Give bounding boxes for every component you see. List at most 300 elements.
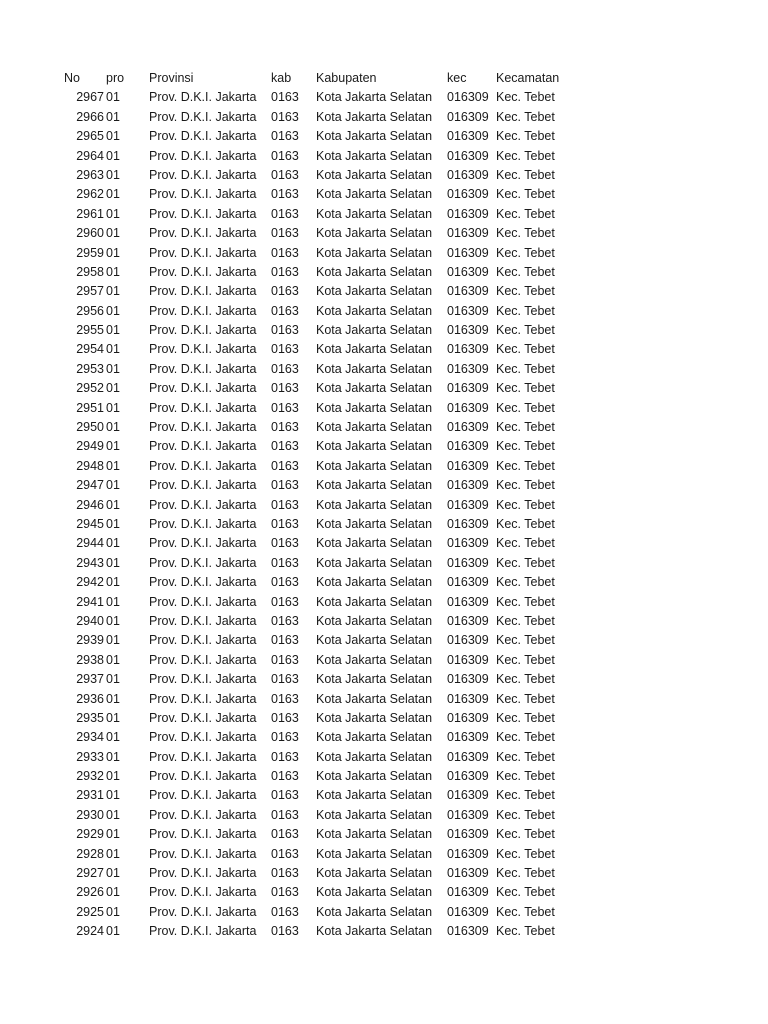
- cell-pro: 01: [106, 613, 120, 628]
- cell-no: 2942: [76, 575, 104, 590]
- cell-pro: 01: [106, 904, 120, 919]
- cell-provinsi: Prov. D.K.I. Jakarta: [149, 361, 257, 376]
- cell-pro: 01: [106, 885, 120, 900]
- cell-provinsi: Prov. D.K.I. Jakarta: [149, 167, 257, 182]
- table-row: [0, 612, 768, 631]
- cell-kab: 0163: [271, 458, 299, 473]
- cell-kab: 0163: [271, 788, 299, 803]
- cell-kec: 016309: [447, 672, 489, 687]
- cell-kabupaten: Kota Jakarta Selatan: [316, 284, 433, 299]
- cell-kab: 0163: [271, 439, 299, 454]
- cell-kecamatan: Kec. Tebet: [496, 303, 555, 318]
- cell-pro: 01: [106, 827, 120, 842]
- table-row: [0, 379, 768, 398]
- cell-pro: 01: [106, 652, 120, 667]
- cell-provinsi: Prov. D.K.I. Jakarta: [149, 827, 257, 842]
- cell-kecamatan: Kec. Tebet: [496, 400, 555, 415]
- cell-kec: 016309: [447, 420, 489, 435]
- cell-kec: 016309: [447, 109, 489, 124]
- cell-kab: 0163: [271, 264, 299, 279]
- cell-kec: 016309: [447, 516, 489, 531]
- cell-no: 2954: [76, 342, 104, 357]
- cell-kec: 016309: [447, 439, 489, 454]
- table-row: [0, 593, 768, 612]
- cell-kabupaten: Kota Jakarta Selatan: [316, 633, 433, 648]
- cell-pro: 01: [106, 206, 120, 221]
- cell-kabupaten: Kota Jakarta Selatan: [316, 420, 433, 435]
- cell-no: 2927: [76, 866, 104, 881]
- table-row: [0, 631, 768, 650]
- cell-kec: 016309: [447, 536, 489, 551]
- cell-kabupaten: Kota Jakarta Selatan: [316, 264, 433, 279]
- cell-no: 2958: [76, 264, 104, 279]
- cell-no: 2960: [76, 226, 104, 241]
- cell-kabupaten: Kota Jakarta Selatan: [316, 400, 433, 415]
- cell-kecamatan: Kec. Tebet: [496, 187, 555, 202]
- cell-kec: 016309: [447, 148, 489, 163]
- cell-kabupaten: Kota Jakarta Selatan: [316, 323, 433, 338]
- cell-kec: 016309: [447, 594, 489, 609]
- cell-no: 2952: [76, 381, 104, 396]
- cell-kabupaten: Kota Jakarta Selatan: [316, 749, 433, 764]
- cell-kecamatan: Kec. Tebet: [496, 866, 555, 881]
- cell-provinsi: Prov. D.K.I. Jakarta: [149, 807, 257, 822]
- cell-kab: 0163: [271, 167, 299, 182]
- cell-pro: 01: [106, 924, 120, 939]
- cell-kab: 0163: [271, 710, 299, 725]
- cell-kecamatan: Kec. Tebet: [496, 148, 555, 163]
- cell-kab: 0163: [271, 497, 299, 512]
- cell-pro: 01: [106, 264, 120, 279]
- cell-no: 2925: [76, 904, 104, 919]
- cell-kabupaten: Kota Jakarta Selatan: [316, 924, 433, 939]
- table-row: [0, 263, 768, 282]
- cell-kec: 016309: [447, 749, 489, 764]
- table-row: [0, 340, 768, 359]
- cell-no: 2961: [76, 206, 104, 221]
- cell-kabupaten: Kota Jakarta Selatan: [316, 652, 433, 667]
- cell-no: 2944: [76, 536, 104, 551]
- cell-pro: 01: [106, 361, 120, 376]
- cell-kec: 016309: [447, 555, 489, 570]
- cell-kabupaten: Kota Jakarta Selatan: [316, 478, 433, 493]
- cell-pro: 01: [106, 807, 120, 822]
- cell-no: 2943: [76, 555, 104, 570]
- cell-provinsi: Prov. D.K.I. Jakarta: [149, 904, 257, 919]
- table-row: [0, 244, 768, 263]
- cell-kecamatan: Kec. Tebet: [496, 90, 555, 105]
- cell-no: 2950: [76, 420, 104, 435]
- cell-kec: 016309: [447, 904, 489, 919]
- cell-provinsi: Prov. D.K.I. Jakarta: [149, 672, 257, 687]
- cell-pro: 01: [106, 730, 120, 745]
- cell-provinsi: Prov. D.K.I. Jakarta: [149, 148, 257, 163]
- cell-kec: 016309: [447, 730, 489, 745]
- cell-pro: 01: [106, 439, 120, 454]
- cell-kab: 0163: [271, 245, 299, 260]
- cell-pro: 01: [106, 536, 120, 551]
- cell-kecamatan: Kec. Tebet: [496, 264, 555, 279]
- table-row: [0, 690, 768, 709]
- cell-provinsi: Prov. D.K.I. Jakarta: [149, 691, 257, 706]
- cell-kec: 016309: [447, 381, 489, 396]
- cell-provinsi: Prov. D.K.I. Jakarta: [149, 109, 257, 124]
- cell-no: 2949: [76, 439, 104, 454]
- cell-pro: 01: [106, 575, 120, 590]
- cell-kab: 0163: [271, 924, 299, 939]
- table-row: [0, 845, 768, 864]
- cell-pro: 01: [106, 284, 120, 299]
- cell-kabupaten: Kota Jakarta Selatan: [316, 672, 433, 687]
- cell-provinsi: Prov. D.K.I. Jakarta: [149, 652, 257, 667]
- table-row: [0, 437, 768, 456]
- cell-pro: 01: [106, 323, 120, 338]
- table-row: [0, 302, 768, 321]
- cell-kab: 0163: [271, 904, 299, 919]
- cell-kecamatan: Kec. Tebet: [496, 167, 555, 182]
- cell-pro: 01: [106, 633, 120, 648]
- cell-kec: 016309: [447, 924, 489, 939]
- cell-kab: 0163: [271, 633, 299, 648]
- cell-pro: 01: [106, 555, 120, 570]
- cell-pro: 01: [106, 342, 120, 357]
- cell-provinsi: Prov. D.K.I. Jakarta: [149, 846, 257, 861]
- cell-provinsi: Prov. D.K.I. Jakarta: [149, 206, 257, 221]
- cell-kab: 0163: [271, 187, 299, 202]
- cell-kab: 0163: [271, 109, 299, 124]
- cell-kecamatan: Kec. Tebet: [496, 788, 555, 803]
- cell-kec: 016309: [447, 264, 489, 279]
- cell-kab: 0163: [271, 226, 299, 241]
- cell-kec: 016309: [447, 245, 489, 260]
- cell-kab: 0163: [271, 342, 299, 357]
- cell-provinsi: Prov. D.K.I. Jakarta: [149, 516, 257, 531]
- table-row: [0, 108, 768, 127]
- cell-provinsi: Prov. D.K.I. Jakarta: [149, 555, 257, 570]
- cell-pro: 01: [106, 749, 120, 764]
- cell-kab: 0163: [271, 691, 299, 706]
- cell-kabupaten: Kota Jakarta Selatan: [316, 613, 433, 628]
- cell-provinsi: Prov. D.K.I. Jakarta: [149, 129, 257, 144]
- cell-kab: 0163: [271, 555, 299, 570]
- cell-kec: 016309: [447, 167, 489, 182]
- cell-kec: 016309: [447, 187, 489, 202]
- cell-kec: 016309: [447, 846, 489, 861]
- cell-kabupaten: Kota Jakarta Selatan: [316, 226, 433, 241]
- cell-provinsi: Prov. D.K.I. Jakarta: [149, 420, 257, 435]
- cell-no: 2948: [76, 458, 104, 473]
- cell-kabupaten: Kota Jakarta Selatan: [316, 866, 433, 881]
- cell-pro: 01: [106, 594, 120, 609]
- cell-kecamatan: Kec. Tebet: [496, 575, 555, 590]
- cell-kecamatan: Kec. Tebet: [496, 827, 555, 842]
- cell-kecamatan: Kec. Tebet: [496, 885, 555, 900]
- cell-kabupaten: Kota Jakarta Selatan: [316, 439, 433, 454]
- cell-no: 2939: [76, 633, 104, 648]
- cell-provinsi: Prov. D.K.I. Jakarta: [149, 90, 257, 105]
- header-no: No: [64, 71, 80, 85]
- cell-kab: 0163: [271, 129, 299, 144]
- table-row: [0, 651, 768, 670]
- table-row: [0, 806, 768, 825]
- cell-pro: 01: [106, 167, 120, 182]
- cell-pro: 01: [106, 381, 120, 396]
- cell-kab: 0163: [271, 400, 299, 415]
- cell-kabupaten: Kota Jakarta Selatan: [316, 206, 433, 221]
- cell-no: 2924: [76, 924, 104, 939]
- cell-kab: 0163: [271, 516, 299, 531]
- cell-kabupaten: Kota Jakarta Selatan: [316, 827, 433, 842]
- cell-kabupaten: Kota Jakarta Selatan: [316, 575, 433, 590]
- table-row: [0, 224, 768, 243]
- table-row: [0, 321, 768, 340]
- cell-no: 2945: [76, 516, 104, 531]
- cell-kab: 0163: [271, 613, 299, 628]
- cell-kecamatan: Kec. Tebet: [496, 672, 555, 687]
- cell-kec: 016309: [447, 478, 489, 493]
- cell-kabupaten: Kota Jakarta Selatan: [316, 885, 433, 900]
- cell-kab: 0163: [271, 672, 299, 687]
- cell-kec: 016309: [447, 226, 489, 241]
- cell-pro: 01: [106, 846, 120, 861]
- cell-kab: 0163: [271, 420, 299, 435]
- cell-kecamatan: Kec. Tebet: [496, 652, 555, 667]
- table-row: [0, 166, 768, 185]
- cell-pro: 01: [106, 478, 120, 493]
- cell-kec: 016309: [447, 866, 489, 881]
- cell-kab: 0163: [271, 652, 299, 667]
- cell-kec: 016309: [447, 710, 489, 725]
- cell-kab: 0163: [271, 807, 299, 822]
- cell-kab: 0163: [271, 594, 299, 609]
- cell-provinsi: Prov. D.K.I. Jakarta: [149, 633, 257, 648]
- cell-kabupaten: Kota Jakarta Selatan: [316, 730, 433, 745]
- cell-kabupaten: Kota Jakarta Selatan: [316, 846, 433, 861]
- cell-provinsi: Prov. D.K.I. Jakarta: [149, 478, 257, 493]
- cell-kabupaten: Kota Jakarta Selatan: [316, 129, 433, 144]
- cell-kabupaten: Kota Jakarta Selatan: [316, 381, 433, 396]
- cell-provinsi: Prov. D.K.I. Jakarta: [149, 245, 257, 260]
- table-row: [0, 360, 768, 379]
- cell-kabupaten: Kota Jakarta Selatan: [316, 167, 433, 182]
- cell-no: 2965: [76, 129, 104, 144]
- table-row: [0, 515, 768, 534]
- table-row: [0, 476, 768, 495]
- table-row: [0, 399, 768, 418]
- cell-no: 2941: [76, 594, 104, 609]
- cell-kec: 016309: [447, 613, 489, 628]
- cell-provinsi: Prov. D.K.I. Jakarta: [149, 885, 257, 900]
- cell-provinsi: Prov. D.K.I. Jakarta: [149, 439, 257, 454]
- cell-provinsi: Prov. D.K.I. Jakarta: [149, 284, 257, 299]
- cell-kabupaten: Kota Jakarta Selatan: [316, 516, 433, 531]
- cell-pro: 01: [106, 109, 120, 124]
- cell-no: 2946: [76, 497, 104, 512]
- table-row: [0, 573, 768, 592]
- cell-kab: 0163: [271, 90, 299, 105]
- cell-kecamatan: Kec. Tebet: [496, 381, 555, 396]
- cell-no: 2947: [76, 478, 104, 493]
- cell-pro: 01: [106, 691, 120, 706]
- cell-no: 2926: [76, 885, 104, 900]
- cell-kec: 016309: [447, 323, 489, 338]
- cell-kec: 016309: [447, 284, 489, 299]
- cell-pro: 01: [106, 769, 120, 784]
- cell-kab: 0163: [271, 730, 299, 745]
- table-row: [0, 534, 768, 553]
- cell-no: 2956: [76, 303, 104, 318]
- cell-no: 2935: [76, 710, 104, 725]
- cell-no: 2936: [76, 691, 104, 706]
- cell-kecamatan: Kec. Tebet: [496, 478, 555, 493]
- cell-kec: 016309: [447, 691, 489, 706]
- cell-kec: 016309: [447, 652, 489, 667]
- cell-provinsi: Prov. D.K.I. Jakarta: [149, 924, 257, 939]
- cell-kab: 0163: [271, 148, 299, 163]
- cell-kecamatan: Kec. Tebet: [496, 555, 555, 570]
- cell-kab: 0163: [271, 536, 299, 551]
- cell-kabupaten: Kota Jakarta Selatan: [316, 361, 433, 376]
- cell-provinsi: Prov. D.K.I. Jakarta: [149, 264, 257, 279]
- cell-kabupaten: Kota Jakarta Selatan: [316, 148, 433, 163]
- cell-provinsi: Prov. D.K.I. Jakarta: [149, 342, 257, 357]
- cell-provinsi: Prov. D.K.I. Jakarta: [149, 400, 257, 415]
- cell-kecamatan: Kec. Tebet: [496, 361, 555, 376]
- cell-kab: 0163: [271, 361, 299, 376]
- cell-kab: 0163: [271, 769, 299, 784]
- cell-pro: 01: [106, 187, 120, 202]
- header-kecamatan: Kecamatan: [496, 71, 560, 85]
- cell-provinsi: Prov. D.K.I. Jakarta: [149, 730, 257, 745]
- cell-kec: 016309: [447, 90, 489, 105]
- cell-kabupaten: Kota Jakarta Selatan: [316, 342, 433, 357]
- cell-kecamatan: Kec. Tebet: [496, 846, 555, 861]
- cell-no: 2963: [76, 167, 104, 182]
- cell-kab: 0163: [271, 885, 299, 900]
- cell-no: 2931: [76, 788, 104, 803]
- table-row: [0, 127, 768, 146]
- cell-kec: 016309: [447, 633, 489, 648]
- cell-kabupaten: Kota Jakarta Selatan: [316, 769, 433, 784]
- cell-kab: 0163: [271, 284, 299, 299]
- cell-kecamatan: Kec. Tebet: [496, 516, 555, 531]
- cell-kecamatan: Kec. Tebet: [496, 691, 555, 706]
- cell-provinsi: Prov. D.K.I. Jakarta: [149, 187, 257, 202]
- cell-kabupaten: Kota Jakarta Selatan: [316, 555, 433, 570]
- cell-provinsi: Prov. D.K.I. Jakarta: [149, 613, 257, 628]
- header-kec: kec: [447, 71, 467, 85]
- cell-no: 2930: [76, 807, 104, 822]
- cell-kecamatan: Kec. Tebet: [496, 226, 555, 241]
- cell-pro: 01: [106, 226, 120, 241]
- table-row: [0, 185, 768, 204]
- table-row: [0, 457, 768, 476]
- cell-pro: 01: [106, 245, 120, 260]
- cell-kecamatan: Kec. Tebet: [496, 342, 555, 357]
- cell-no: 2955: [76, 323, 104, 338]
- cell-pro: 01: [106, 516, 120, 531]
- cell-no: 2951: [76, 400, 104, 415]
- cell-provinsi: Prov. D.K.I. Jakarta: [149, 381, 257, 396]
- header-kab: kab: [271, 71, 292, 85]
- cell-kecamatan: Kec. Tebet: [496, 439, 555, 454]
- cell-no: 2937: [76, 672, 104, 687]
- header-pro: pro: [106, 71, 125, 85]
- table-row: [0, 418, 768, 437]
- cell-kab: 0163: [271, 866, 299, 881]
- cell-pro: 01: [106, 400, 120, 415]
- data-table: [0, 69, 768, 942]
- cell-kabupaten: Kota Jakarta Selatan: [316, 109, 433, 124]
- table-row: [0, 728, 768, 747]
- cell-pro: 01: [106, 458, 120, 473]
- cell-pro: 01: [106, 303, 120, 318]
- cell-no: 2933: [76, 749, 104, 764]
- cell-kabupaten: Kota Jakarta Selatan: [316, 710, 433, 725]
- cell-provinsi: Prov. D.K.I. Jakarta: [149, 458, 257, 473]
- cell-pro: 01: [106, 788, 120, 803]
- cell-kabupaten: Kota Jakarta Selatan: [316, 788, 433, 803]
- cell-kab: 0163: [271, 846, 299, 861]
- cell-provinsi: Prov. D.K.I. Jakarta: [149, 226, 257, 241]
- cell-kecamatan: Kec. Tebet: [496, 458, 555, 473]
- cell-kecamatan: Kec. Tebet: [496, 749, 555, 764]
- cell-kab: 0163: [271, 827, 299, 842]
- cell-kabupaten: Kota Jakarta Selatan: [316, 904, 433, 919]
- cell-no: 2928: [76, 846, 104, 861]
- cell-no: 2953: [76, 361, 104, 376]
- table-row: [0, 205, 768, 224]
- cell-kab: 0163: [271, 749, 299, 764]
- cell-provinsi: Prov. D.K.I. Jakarta: [149, 536, 257, 551]
- cell-provinsi: Prov. D.K.I. Jakarta: [149, 323, 257, 338]
- cell-kecamatan: Kec. Tebet: [496, 323, 555, 338]
- table-row: [0, 864, 768, 883]
- table-row: [0, 922, 768, 941]
- cell-kecamatan: Kec. Tebet: [496, 769, 555, 784]
- cell-kabupaten: Kota Jakarta Selatan: [316, 497, 433, 512]
- cell-kabupaten: Kota Jakarta Selatan: [316, 458, 433, 473]
- cell-kecamatan: Kec. Tebet: [496, 613, 555, 628]
- cell-pro: 01: [106, 866, 120, 881]
- cell-kecamatan: Kec. Tebet: [496, 807, 555, 822]
- cell-kec: 016309: [447, 129, 489, 144]
- cell-kec: 016309: [447, 827, 489, 842]
- cell-no: 2934: [76, 730, 104, 745]
- cell-no: 2940: [76, 613, 104, 628]
- cell-pro: 01: [106, 710, 120, 725]
- table-row: [0, 709, 768, 728]
- cell-pro: 01: [106, 129, 120, 144]
- cell-kab: 0163: [271, 303, 299, 318]
- cell-pro: 01: [106, 90, 120, 105]
- cell-kabupaten: Kota Jakarta Selatan: [316, 303, 433, 318]
- table-row: [0, 147, 768, 166]
- table-row: [0, 282, 768, 301]
- cell-no: 2957: [76, 284, 104, 299]
- table-row: [0, 883, 768, 902]
- cell-kec: 016309: [447, 769, 489, 784]
- cell-kec: 016309: [447, 342, 489, 357]
- cell-kecamatan: Kec. Tebet: [496, 245, 555, 260]
- cell-kab: 0163: [271, 575, 299, 590]
- cell-kab: 0163: [271, 323, 299, 338]
- cell-kec: 016309: [447, 788, 489, 803]
- cell-kecamatan: Kec. Tebet: [496, 710, 555, 725]
- cell-provinsi: Prov. D.K.I. Jakarta: [149, 749, 257, 764]
- cell-kecamatan: Kec. Tebet: [496, 206, 555, 221]
- cell-provinsi: Prov. D.K.I. Jakarta: [149, 788, 257, 803]
